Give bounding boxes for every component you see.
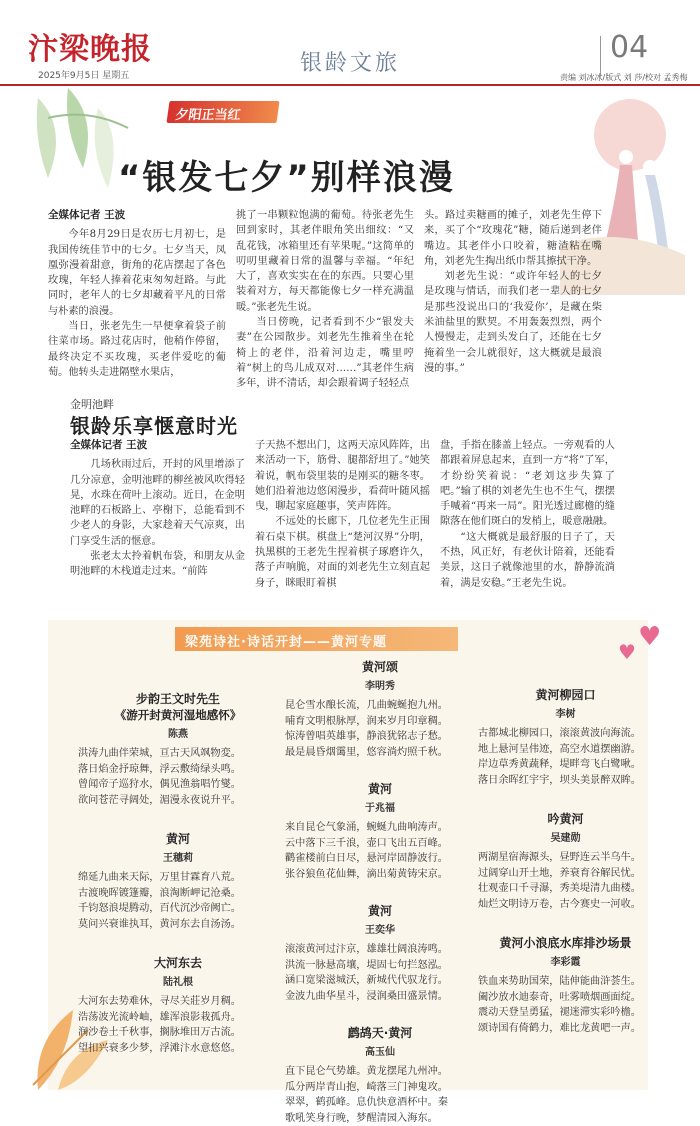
poem-title: 大河东去 bbox=[78, 954, 278, 971]
poem-title: 黄河颂 bbox=[285, 658, 475, 675]
paragraph: 今年8月29日是农历七月初七，是我国传统佳节中的七夕。七夕当天，凤凰弥漫着甜意，街角的花店摆起了各色玫瑰，年轻人捧着花束匆匆赶路。与此同时，老年人的七夕却藏着平凡的日常与朴素的浪漫。 bbox=[48, 227, 226, 319]
poem-line: 惊涛曾唱英雄事，静浪犹铭志子愁。 bbox=[285, 729, 475, 745]
poem-column bbox=[78, 690, 278, 1056]
poem-subtitle: 《游开封黄河湿地感怀》 bbox=[78, 707, 278, 723]
story1-column bbox=[48, 208, 226, 392]
poem-line: 落日余晖红宇宇，坝头美景醉双眸。 bbox=[478, 773, 653, 789]
poem-line: 地上悬河呈伟迹，高空水道摆幽游。 bbox=[478, 742, 653, 758]
poem-title: 黄河 bbox=[78, 830, 278, 847]
poem-title: 黄河小浪底水库排沙场景 bbox=[478, 934, 653, 951]
paragraph: “这大概就是最舒服的日子了，天不热，风正好，有老伙计陪着，还能看美景，这日子就像池里的水，静静流淌着，满是安稳。”王老先生说。 bbox=[440, 530, 615, 591]
poem-line: 滚滚黄河过汴京，雄雄壮阔浪涛鸣。 bbox=[285, 942, 475, 958]
poem-line: 最是晨昏烟霭里，悠容淌灼照千秋。 bbox=[285, 745, 475, 761]
editor-credits: 责编 刘冰冰/版式 刘 莎/校对 孟秀梅 bbox=[560, 72, 688, 83]
poem-author: 李明秀 bbox=[285, 677, 475, 692]
poem-line: 莫问兴衰谁执耳，黄河东去自汤汤。 bbox=[78, 917, 278, 933]
page-number: 04 bbox=[610, 30, 648, 65]
poem-line: 润沙卷土千秋事，搁脉堆田万古流。 bbox=[78, 1025, 278, 1041]
story2-column bbox=[440, 438, 615, 591]
poem-line: 落日焰金抒琼舞，浮云敷绮绿头鸣。 bbox=[78, 762, 278, 778]
masthead bbox=[0, 0, 700, 86]
poem-line: 颂诗国有倚鹤力，难比龙黄吧一声。 bbox=[478, 1021, 653, 1037]
poem-line: 云中落下三千浪，壶口飞出五百峰。 bbox=[285, 836, 475, 852]
paragraph: 几场秋雨过后，开封的风里增添了几分凉意，金明池畔的柳丝被风吹得轻晃，水珠在荷叶上滚动。近日，在金明池畔的石板路上、亭榭下，总能看到不少老人的身影，大家趁着天气凉爽，出门享受生活的惬意。 bbox=[70, 457, 245, 549]
poem-author: 高玉仙 bbox=[285, 1043, 475, 1058]
poem-line: 两湖星宿海源头，昼野连云半乌牛。 bbox=[478, 850, 653, 866]
poem-line: 张谷狼鱼花仙舞，滴出菊黄铸宋京。 bbox=[285, 867, 475, 883]
poem-title: 黄河 bbox=[285, 902, 475, 919]
column-tag: 夕阳正当红 bbox=[166, 101, 279, 123]
poem-line: 洪涛九曲伴荣城，亘古天风飒物変。 bbox=[78, 746, 278, 762]
poem-author: 王穗莉 bbox=[78, 849, 278, 864]
story1-column bbox=[424, 208, 602, 392]
paragraph: 张老太太拎着帆布袋，和朋友从金明池畔的木栈道走过来。“前阵 bbox=[70, 549, 245, 580]
poem-line: 古渡晚晖镀篷瓣，浪淘断岬记沧桑。 bbox=[78, 886, 278, 902]
headline: “银发七夕”别样浪漫 bbox=[118, 150, 455, 199]
poem-title: 黄河 bbox=[285, 780, 475, 797]
poem-line: 岸边草秀黄蔬释，堤畔弯飞白鹭啾。 bbox=[478, 757, 653, 773]
poem-author: 李彩霞 bbox=[478, 953, 653, 968]
poem-line: 古都城北柳园口，滚滚黄波向海流。 bbox=[478, 726, 653, 742]
poem-line: 金波九曲华星斗，浸润桑田盛景情。 bbox=[285, 989, 475, 1005]
paragraph: 刘老先生说：“或许年轻人的七夕是玫瑰与情话，而我们老一辈人的七夕是那些没说出口的‘我爱你’，是藏在柴米油盐里的默契。不用轰轰烈烈，两个人慢慢走，走到头发白了，还能在七夕掩着坐一会儿就很好，这大概就是最浪漫的事。” bbox=[424, 269, 602, 376]
poem-title: 步韵王文时先生 bbox=[78, 690, 278, 707]
poem-line: 曾闻帝子巡狩水，偶见渔翁唱竹燮。 bbox=[78, 777, 278, 793]
poem-author: 于兆福 bbox=[285, 799, 475, 814]
poem-line: 阖沙放水迪泰奇，吐雾喷烟画面绽。 bbox=[478, 990, 653, 1006]
poem-line: 瓜分两岸青山抱，崎落三门神鬼攻。 bbox=[285, 1080, 475, 1096]
heart-icon: ♥ bbox=[638, 622, 661, 652]
heart-icon: ♥ bbox=[618, 640, 636, 664]
poem-line: 灿烂文明诗万卷，古今赛史一河收。 bbox=[478, 897, 653, 913]
story2-body bbox=[70, 438, 615, 591]
paragraph: 盘，手指在膝盖上轻点。一旁观看的人都跟着屏息起来，直到一方“将”了军，才纷纷笑着说：“老刘这步失算了吧。”输了棋的刘老先生也不生气，摆摆手喊着“再来一局”。阳光透过廊檐的缝隙落在他们斑白的发梢上，暖意融融。 bbox=[440, 438, 615, 530]
poem-line: 鹳雀楼前白日尽，悬河岸固静波行。 bbox=[285, 851, 475, 867]
poem-line: 涵口宽梁滋城沃，新城代代驭龙行。 bbox=[285, 973, 475, 989]
poem-line: 欲问苍茫寻阔处，湄漫永夜说升平。 bbox=[78, 793, 278, 809]
poem-line: 千钧怒浪堤腾动，百代沉沙帝阙亡。 bbox=[78, 901, 278, 917]
poem-line: 歌吼笑身行晚，梦醒清园入海东。 bbox=[285, 1111, 475, 1126]
poem-line: 哺育文明根脉厚，润来岁月印章稠。 bbox=[285, 714, 475, 730]
section-title: 银龄文旅 bbox=[300, 46, 400, 77]
poem-line: 壮观壶口千寻瀑，秀美堤清九曲楼。 bbox=[478, 881, 653, 897]
poem-line: 直下昆仑气势雄。黄龙摆尾九州冲。 bbox=[285, 1064, 475, 1080]
poem-author: 陆礼根 bbox=[78, 973, 278, 988]
byline: 全媒体记者 王波 bbox=[70, 438, 245, 453]
story2-title: 银龄乐享惬意时光 bbox=[70, 410, 238, 439]
paragraph: 当日傍晚，记者看到不少“银发夫妻”在公园散步。刘老先生推着坐在轮椅上的老伴，沿着河边走，嘴里哼着“树上的鸟儿成双对……”其老伴生病多年，讲不清话，却会跟着调子轻轻点 bbox=[236, 315, 414, 391]
divider bbox=[600, 36, 601, 76]
poem-title: 黄河柳园口 bbox=[478, 686, 653, 703]
poem-author: 吴建勋 bbox=[478, 829, 653, 844]
poem-column bbox=[285, 658, 475, 1126]
poem-line: 来自昆仑气象涌，蜿蜒九曲响涛声。 bbox=[285, 820, 475, 836]
poem-line: 过阔穿山开土地，养衰育谷解民忧。 bbox=[478, 866, 653, 882]
paragraph: 不远处的长廊下，几位老先生正围着石桌下棋。棋盘上“楚河汉界”分明，执黑棋的王老先生捏着棋子琢磨许久，落子声响脆，对面的刘老先生立刻直起身子，眯眼盯着棋 bbox=[255, 514, 430, 590]
poem-line: 大河东去势难休，寻尽关莊岁月稠。 bbox=[78, 994, 278, 1010]
poetry-banner: 梁苑诗社·诗话开封——黄河专题 bbox=[175, 627, 458, 651]
poem-line: 浩荡波光流岭岫，雄浑浪影栽孤舟。 bbox=[78, 1010, 278, 1026]
story2-column bbox=[70, 438, 245, 591]
story1-column bbox=[236, 208, 414, 392]
story2-column bbox=[255, 438, 430, 591]
story1-body bbox=[48, 208, 602, 392]
poem-author: 王奕华 bbox=[285, 921, 475, 936]
poem-title: 吟黄河 bbox=[478, 810, 653, 827]
poem-line: 震动天登呈勇猛，褪迷滞实彩吟檐。 bbox=[478, 1005, 653, 1021]
story2-kicker: 金明池畔 bbox=[70, 396, 114, 412]
byline: 全媒体记者 王波 bbox=[48, 208, 226, 223]
poem-author: 李树 bbox=[478, 705, 653, 720]
poem-line: 昆仑雪水酿长流，几曲蜿蜒抱九州。 bbox=[285, 698, 475, 714]
poem-line: 翠翠，鹤孤峰。息仇快意酒杯中。秦 bbox=[285, 1095, 475, 1111]
poem-column bbox=[478, 686, 653, 1036]
poem-line: 洪流一脉悬高壤，堤固七句拦怒泓。 bbox=[285, 958, 475, 974]
paragraph: 头。路过卖糖画的摊子，刘老先生停下来，买了个“玫瑰花”糖，随后递到老伴嘴边。其老伴小口咬着，糖渣粘在嘴角，刘老先生掏出纸巾帮其擦拭干净。 bbox=[424, 208, 602, 269]
paragraph: 当日，张老先生一早便拿着袋子前往菜市场。路过花店时，他稍作停留，最终决定不买玫瑰，买老伴爱吃的葡萄。他转头走进隔壁水果店， bbox=[48, 319, 226, 380]
poem-line: 绵延九曲来天际，万里甘霖育八荒。 bbox=[78, 870, 278, 886]
poem-title: 鹧鸪天·黄河 bbox=[285, 1024, 475, 1041]
paragraph: 挑了一串颗粒饱满的葡萄。待张老先生回到家时，其老伴眼角笑出细纹：“又乱花钱，冰箱里还有苹果呢。”这简单的叨叨里藏着日常的温馨与幸福。“年纪大了，喜欢实实在在的东西。只要心里装着对方，每天都能像七夕一样充满温暖。”张老先生说。 bbox=[236, 208, 414, 315]
poem-author: 陈燕 bbox=[78, 725, 278, 740]
issue-date: 2025年9月5日 星期五 bbox=[38, 68, 129, 81]
poem-line: 望扣兴衰多少梦，浮滩汴水意悠悠。 bbox=[78, 1041, 278, 1057]
poem-line: 铁血来势助国荣，陆伸能曲浒荟生。 bbox=[478, 974, 653, 990]
newspaper-logo: 汴梁晚报 bbox=[28, 24, 152, 68]
paragraph: 子天热不想出门，这两天凉风阵阵，出来活动一下，筋骨、腿都舒坦了。”她笑着说，帆布袋里装的是刚买的糖冬枣。她们沿着池边悠闲漫步，看荷叶随风摇曳，聊起家庭趣事，笑声阵阵。 bbox=[255, 438, 430, 514]
